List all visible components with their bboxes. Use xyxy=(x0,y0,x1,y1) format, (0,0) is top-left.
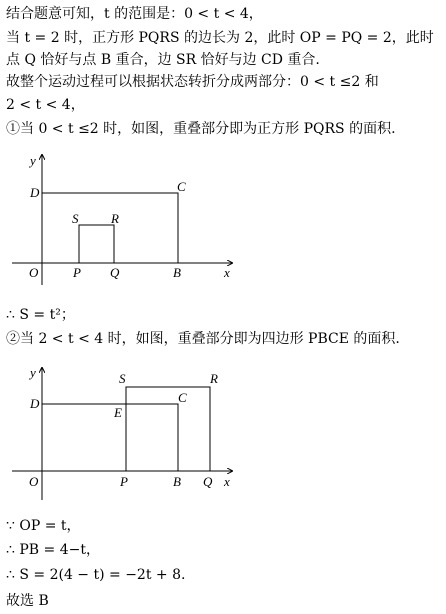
label-D: D xyxy=(30,185,40,200)
label-x: x xyxy=(224,265,230,280)
label-O: O xyxy=(29,265,39,280)
label-S: S xyxy=(119,371,126,386)
label-C: C xyxy=(177,179,186,194)
label-R: R xyxy=(210,371,218,386)
text-line-1: 结合题意可知，t 的范围是：0 < t < 4， xyxy=(6,6,263,22)
label-Q: Q xyxy=(203,474,213,489)
text-line-4: 故整个运动过程可以根据状态转折分成两部分：0 < t ≤2 和 xyxy=(6,74,379,90)
square-PQRS xyxy=(126,387,210,471)
rectangle-OBCD xyxy=(42,404,178,471)
label-B: B xyxy=(173,474,181,489)
label-B: B xyxy=(173,265,181,280)
text-line-10: ∴ PB = 4−t， xyxy=(6,542,100,558)
text-line-8: ②当 2 < t < 4 时，如图，重叠部分即为四边形 PBCE 的面积. xyxy=(6,331,400,347)
label-P: P xyxy=(73,265,81,280)
label-E: E xyxy=(114,405,122,420)
text-line-7: ∴ S = t²； xyxy=(6,307,75,323)
label-C: C xyxy=(178,390,187,405)
figure-1 xyxy=(0,145,446,295)
label-y: y xyxy=(30,153,36,168)
square-PQRS xyxy=(79,225,114,263)
label-P: P xyxy=(120,474,128,489)
label-D: D xyxy=(30,396,40,411)
text-line-11: ∴ S = 2(4 − t) = −2t + 8. xyxy=(6,567,186,583)
rectangle-OBCD xyxy=(42,193,178,263)
text-line-6: ①当 0 < t ≤2 时，如图，重叠部分即为正方形 PQRS 的面积. xyxy=(6,121,396,137)
label-Q: Q xyxy=(110,265,120,280)
label-O: O xyxy=(29,474,39,489)
text-line-2: 当 t = 2 时，正方形 PQRS 的边长为 2，此时 OP = PQ = 2，此时 xyxy=(6,30,434,46)
label-S: S xyxy=(72,211,79,226)
figure-2 xyxy=(0,360,446,510)
text-line-12: 故选 B xyxy=(6,593,49,609)
label-R: R xyxy=(111,211,119,226)
text-line-3: 点 Q 恰好与点 B 重合，边 SR 恰好与边 CD 重合. xyxy=(6,52,320,68)
label-y: y xyxy=(30,365,36,380)
text-line-5: 2 < t < 4， xyxy=(6,97,85,113)
label-x: x xyxy=(224,474,230,489)
text-line-9: ∵ OP = t， xyxy=(6,518,81,534)
